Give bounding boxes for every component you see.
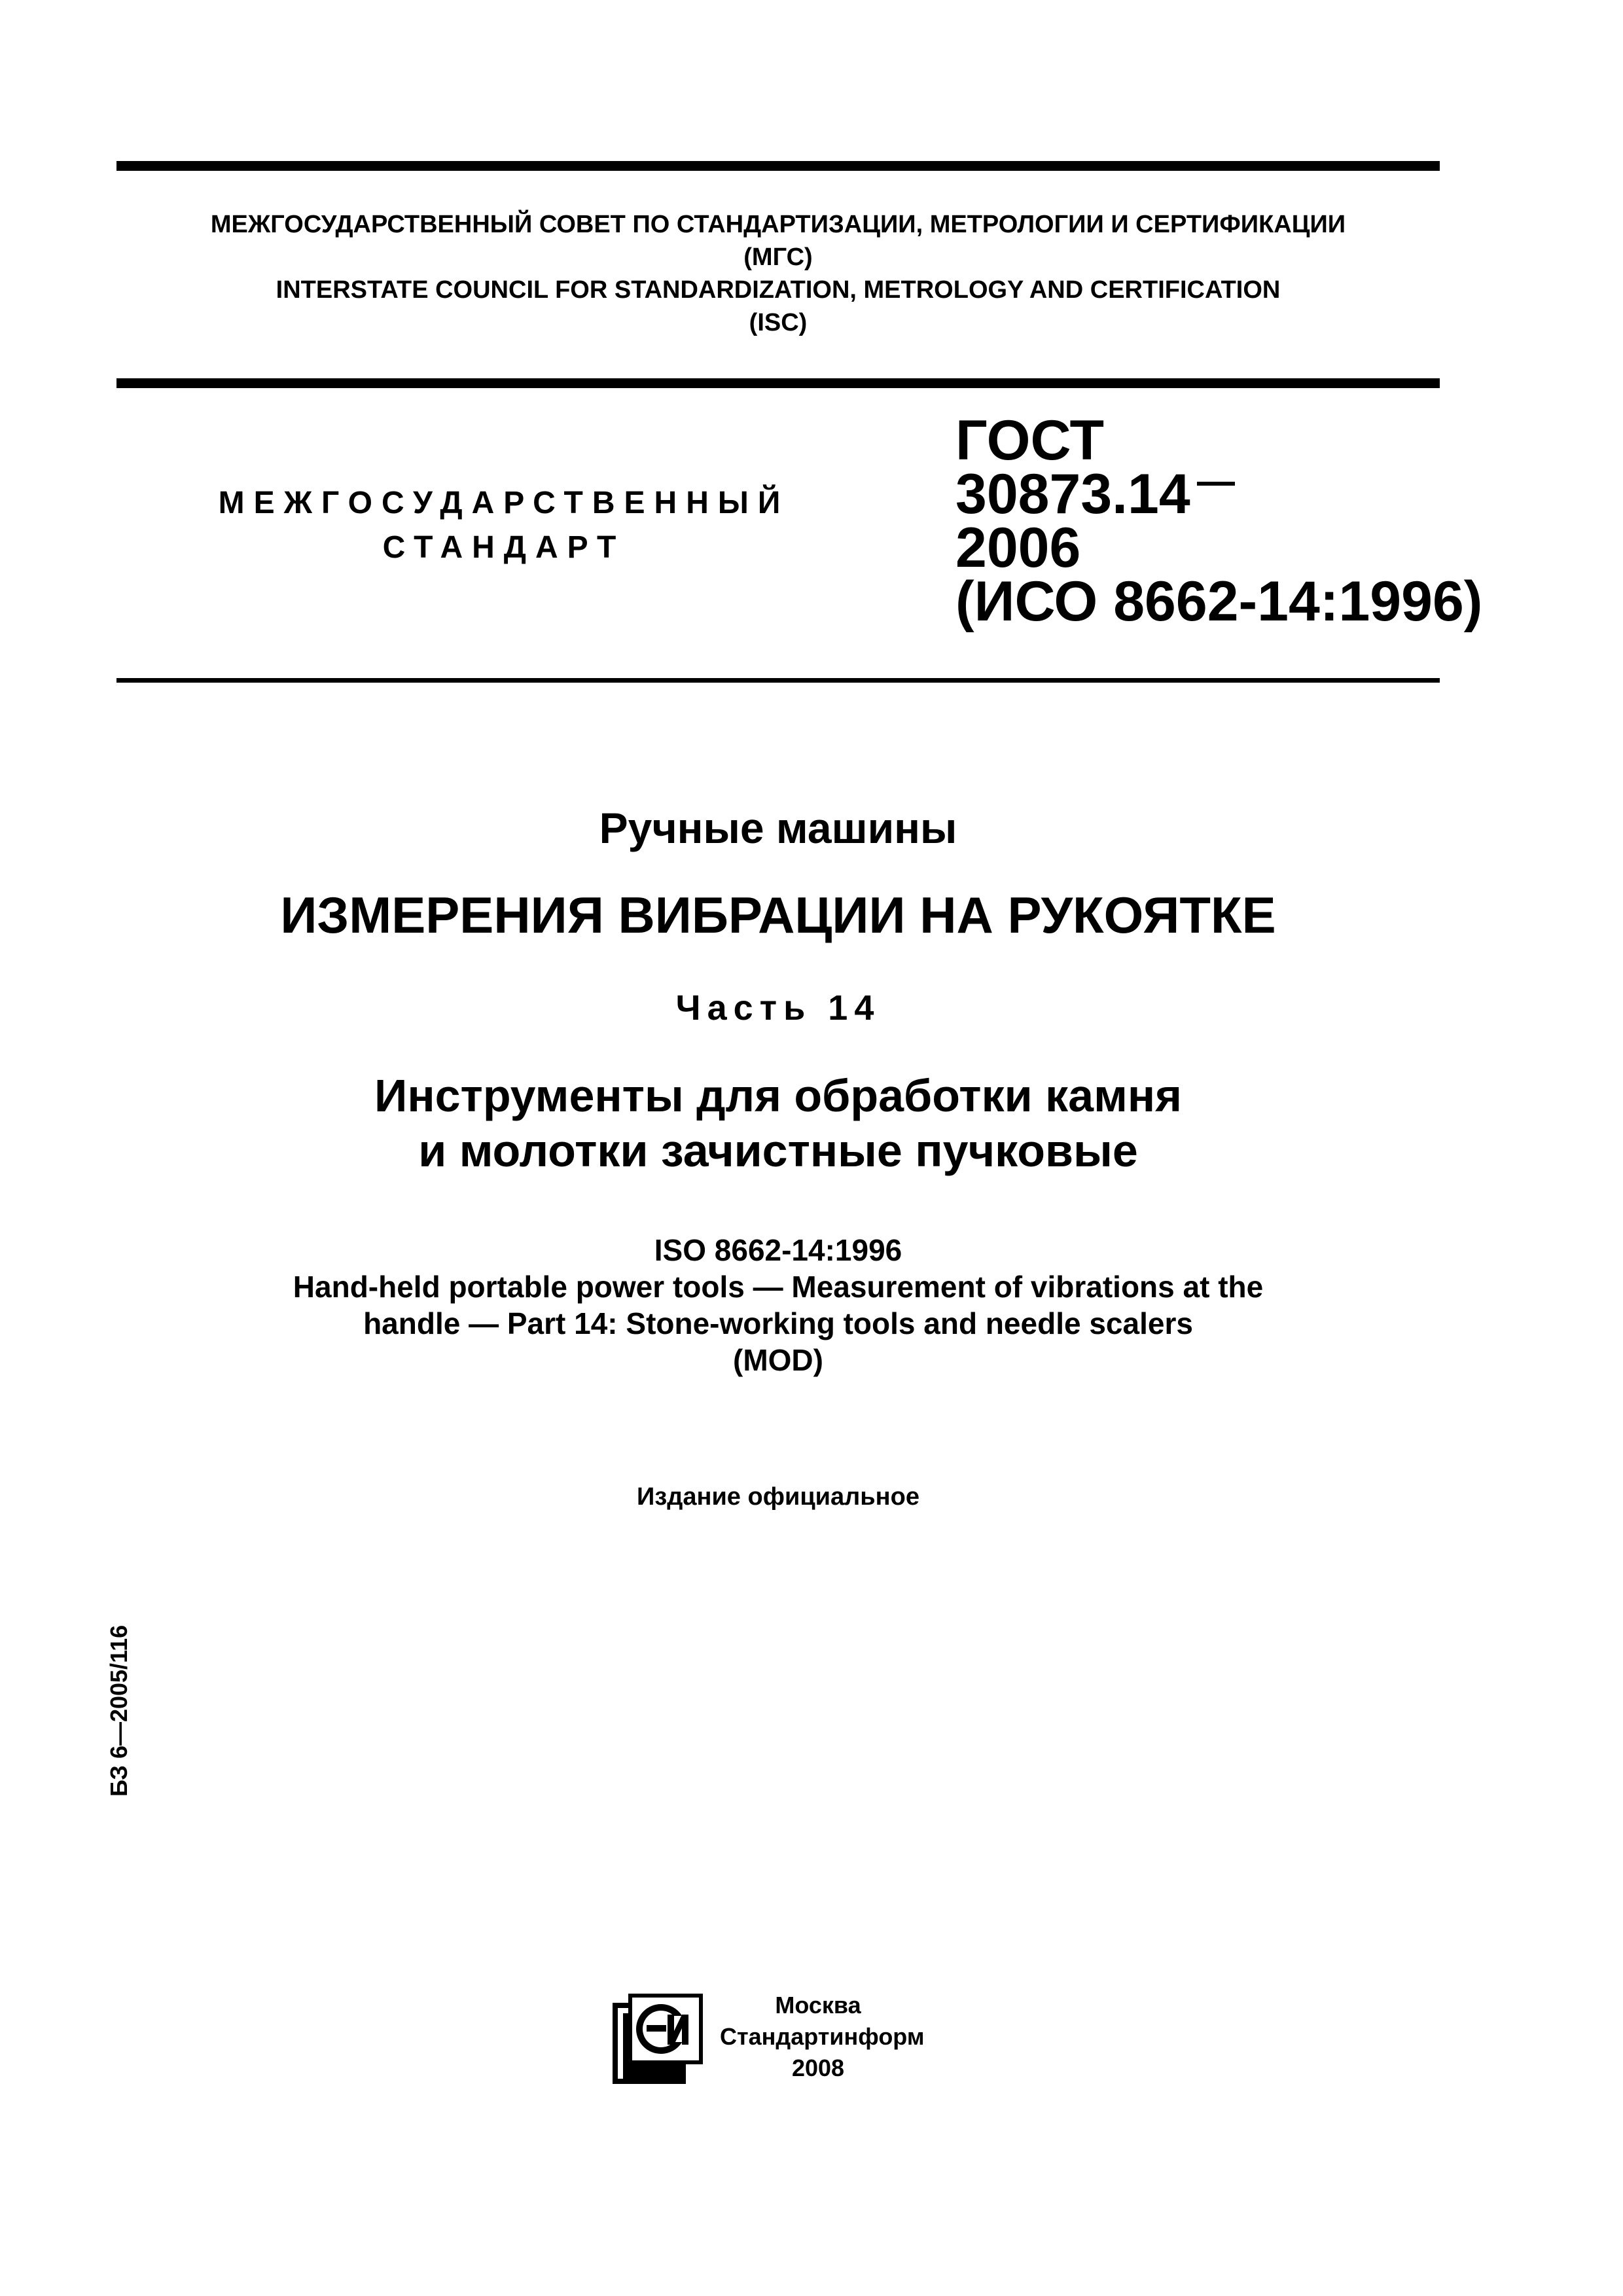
- publisher-year: 2008: [791, 2054, 845, 2081]
- middle-rule: [116, 378, 1440, 388]
- document-title: [116, 798, 1440, 1178]
- publisher-block: [720, 1990, 925, 2084]
- title-subtitle-line2: и молотки зачистные пучковые: [418, 1125, 1138, 1176]
- title-subtitle: [116, 1068, 1440, 1178]
- title-subtitle-line1: Инструменты для обработки камня: [374, 1070, 1182, 1121]
- standard-kind-line2: СТАНДАРТ: [382, 530, 626, 565]
- council-header: [116, 208, 1440, 339]
- iso-title-line1: Hand-held portable power tools — Measurement of vibrations at the: [293, 1270, 1264, 1304]
- gost-number-line: [955, 463, 1482, 526]
- title-series: Ручные машины: [599, 804, 957, 852]
- gost-number: 30873.14: [955, 463, 1190, 526]
- gost-iso-ref: (ИСО 8662-14:1996): [955, 570, 1483, 633]
- iso-modification: (MOD): [733, 1343, 823, 1377]
- gost-label: ГОСТ: [955, 409, 1105, 472]
- edition-note: Издание официальное: [637, 1483, 919, 1511]
- council-abbr-ru: (МГС): [743, 243, 813, 271]
- lower-rule: [116, 678, 1440, 683]
- standard-kind-line1: МЕЖГОСУДАРСТВЕННЫЙ: [218, 486, 790, 520]
- iso-title-line2: handle — Part 14: Stone-working tools and needle scalers: [363, 1306, 1193, 1340]
- publisher-name: Стандартинформ: [720, 2023, 925, 2050]
- council-name-en: INTERSTATE COUNCIL FOR STANDARDIZATION, METROLOGY AND CERTIFICATION: [276, 276, 1281, 304]
- standartinform-logo-icon: [609, 1990, 707, 2088]
- title-main: ИЗМЕРЕНИЯ ВИБРАЦИИ НА РУКОЯТКЕ: [280, 886, 1276, 944]
- gost-dash: [1197, 482, 1235, 486]
- gost-designation: [955, 409, 1483, 633]
- gost-year: 2006: [955, 516, 1081, 579]
- standard-kind: [177, 481, 831, 570]
- side-catalog-code: БЗ 6—2005/116: [105, 1624, 132, 1797]
- publisher-city: Москва: [775, 1992, 861, 2018]
- title-part: Часть 14: [675, 988, 881, 1028]
- council-name-ru: МЕЖГОСУДАРСТВЕННЫЙ СОВЕТ ПО СТАНДАРТИЗАЦИИ, МЕТРОЛОГИИ И СЕРТИФИКАЦИИ: [210, 211, 1346, 238]
- top-rule: [116, 161, 1440, 171]
- iso-reference: [116, 1232, 1440, 1378]
- iso-code: ISO 8662-14:1996: [654, 1233, 902, 1267]
- council-abbr-en: (ISC): [749, 309, 808, 336]
